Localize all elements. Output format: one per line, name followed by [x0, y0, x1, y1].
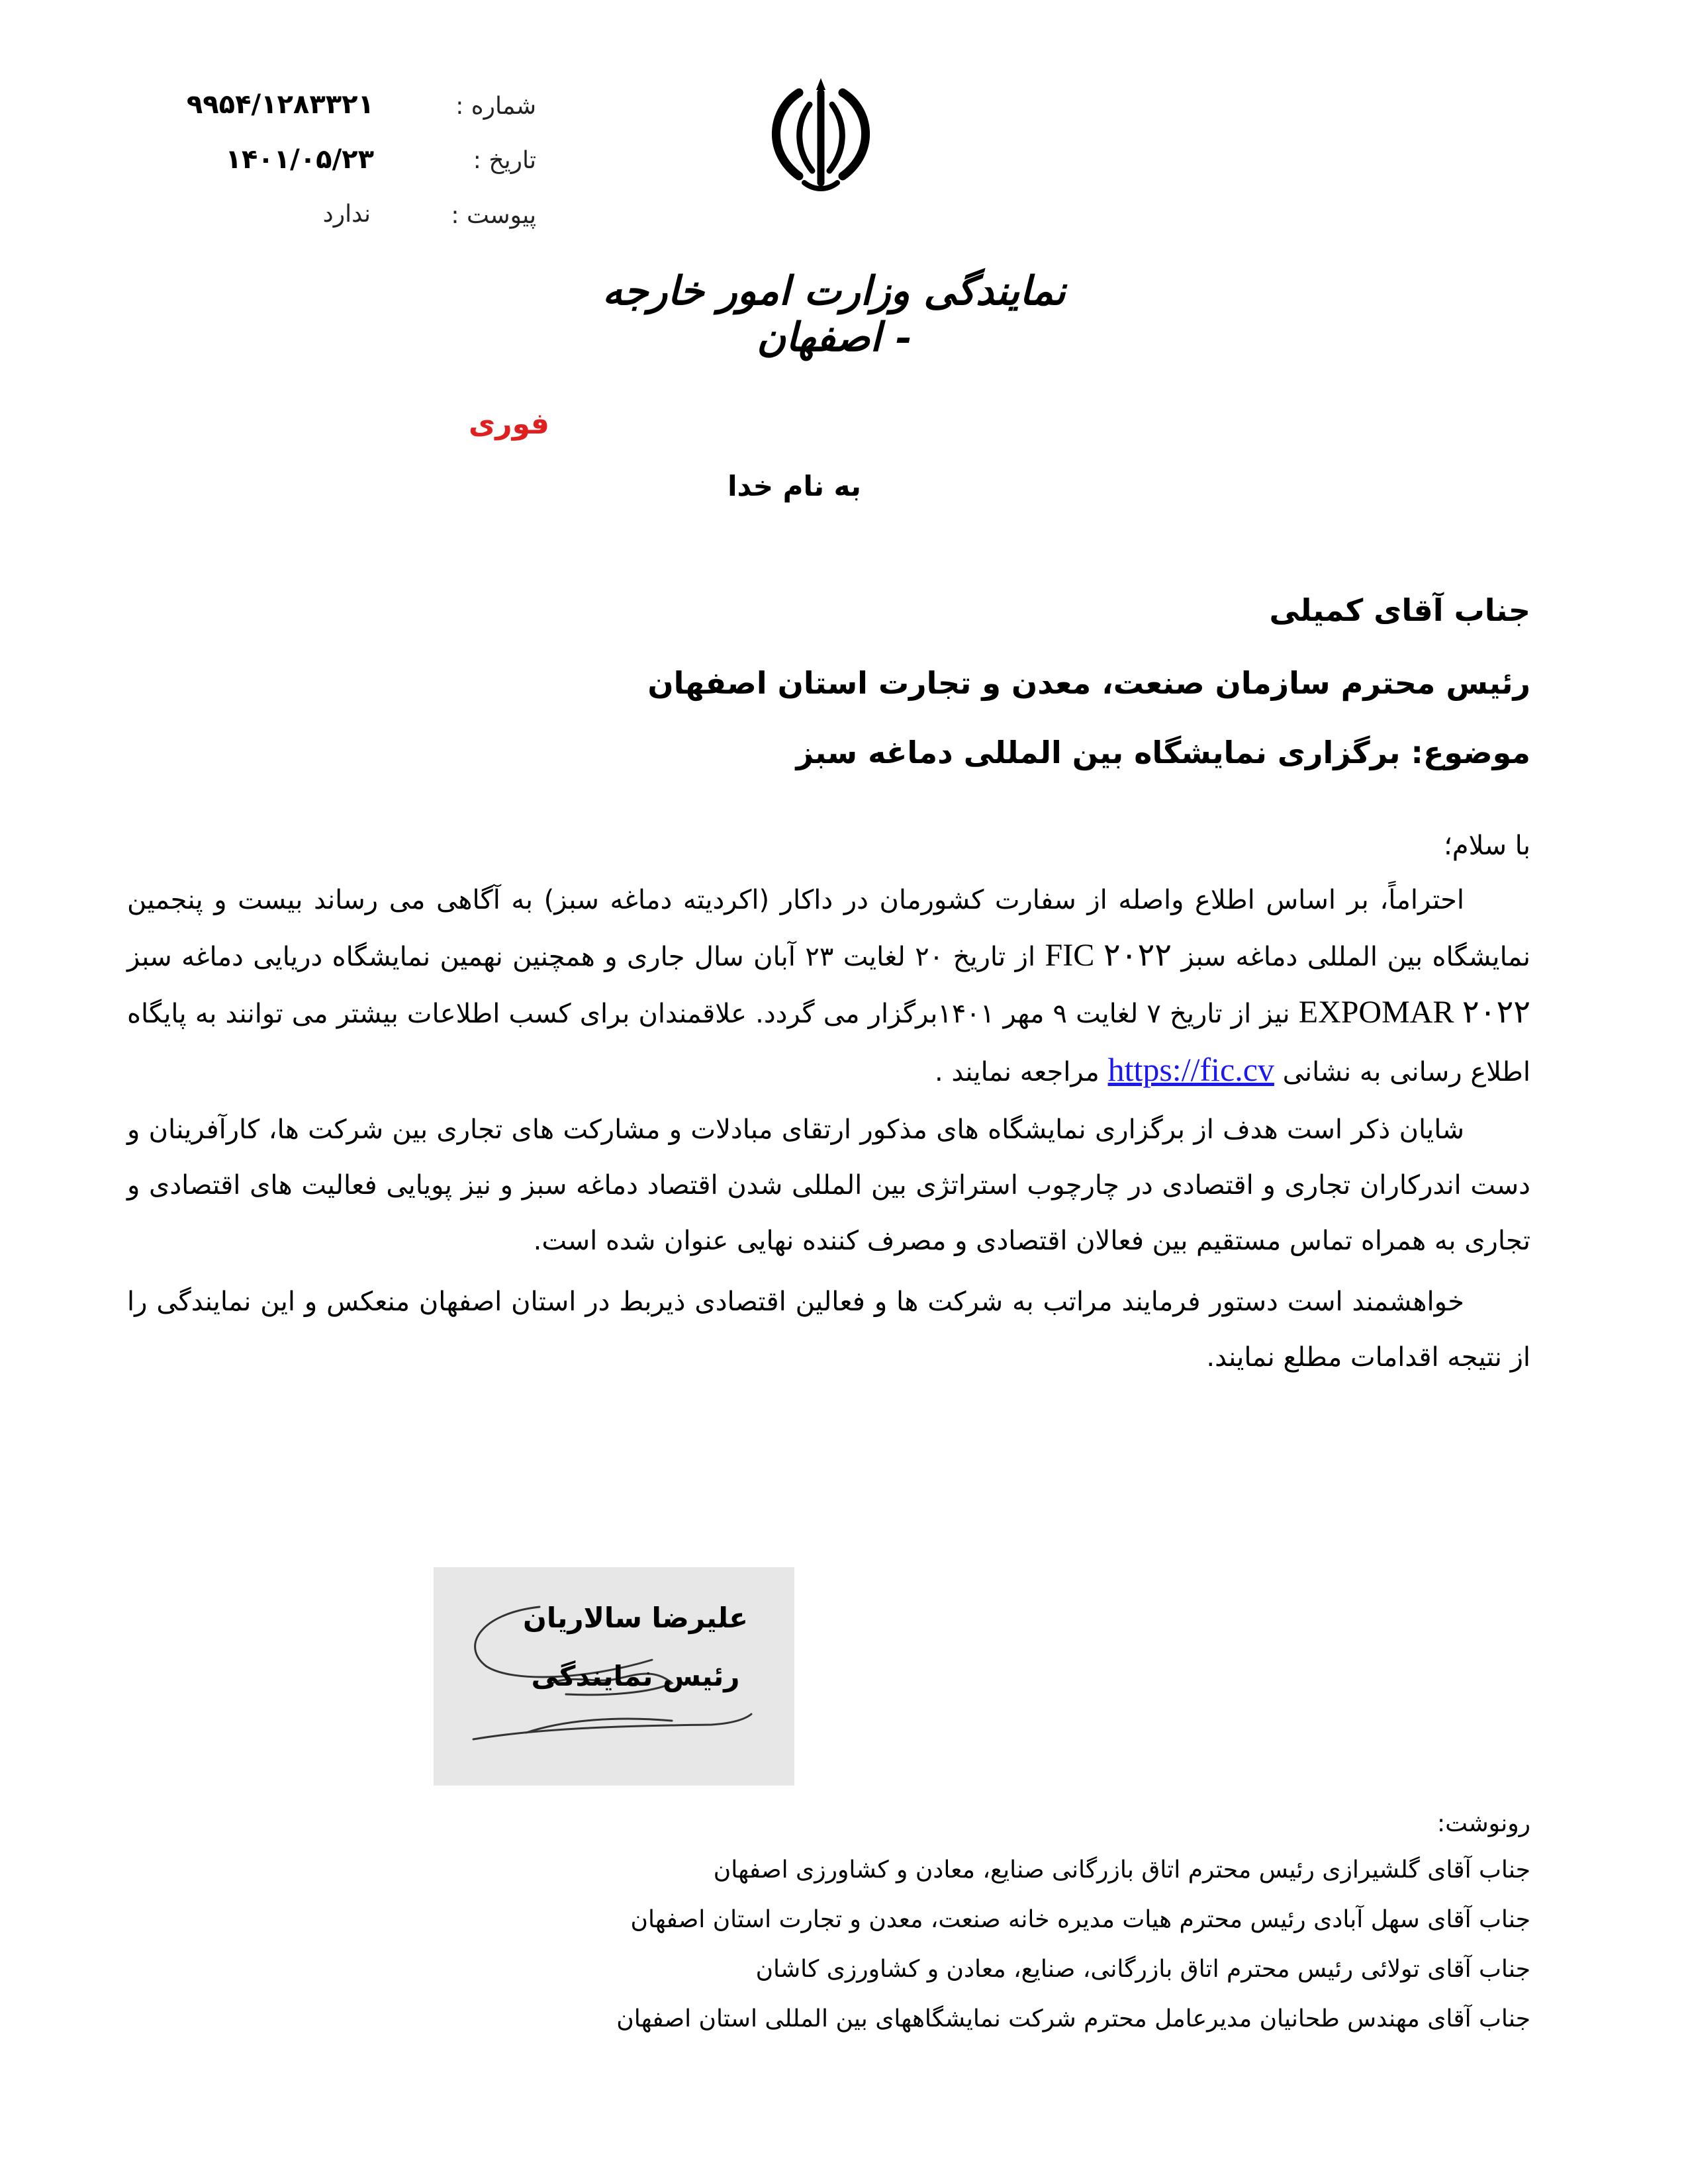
- signatory-title: رئیس نمایندگی: [531, 1660, 740, 1692]
- iran-emblem-icon: [758, 78, 884, 194]
- basmala: به نام خدا: [727, 470, 861, 502]
- letter-subject: موضوع: برگزاری نمایشگاه بین المللی دماغه سبز: [796, 735, 1530, 770]
- expomar-event-name: EXPOMAR ۲۰۲۲: [1298, 995, 1531, 1030]
- date-label: تاریخ :: [473, 147, 536, 174]
- paragraph-1-text-d: مراجعه نمایند .: [934, 1057, 1108, 1087]
- paragraph-1: [127, 872, 1530, 1100]
- attachment-label: پیوست :: [451, 202, 536, 229]
- urgency-label: فوری: [468, 407, 549, 441]
- cc-item: جناب آقای سهل آبادی رئیس محترم هیات مدیره خانه صنعت، معدن و تجارت استان اصفهان: [630, 1906, 1530, 1933]
- date-value: ۱۴۰۱/۰۵/۲۳: [225, 144, 374, 175]
- signature-block: [434, 1567, 794, 1786]
- signatory-name: علیرضا سالاریان: [523, 1602, 748, 1634]
- cc-item: جناب آقای گلشیرازی رئیس محترم اتاق بازرگانی صنایع، معادن و کشاورزی اصفهان: [713, 1856, 1530, 1884]
- attachment-value: ندارد: [322, 201, 371, 228]
- paragraph-1-text-c: نیز از تاریخ ۷ لغایت ۹ مهر ۱۴۰۱برگزار می گردد. علاقمندان برای کسب اطلاعات بیشتر می توانند به پایگاه اطلاع رسانی به نشانی: [127, 999, 1530, 1087]
- ministry-title: نمایندگی وزارت امور خارجه - اصفهان: [602, 268, 1066, 361]
- number-value: ۹۹۵۴/۱۲۸۳۳۲۱: [186, 89, 374, 120]
- fic-event-name: FIC ۲۰۲۲: [1045, 938, 1172, 973]
- fic-website-link[interactable]: https://fic.cv: [1107, 1051, 1274, 1088]
- greeting: با سلام؛: [1444, 831, 1530, 861]
- cc-item: جناب آقای مهندس طحانیان مدیرعامل محترم شرکت نمایشگاههای بین المللی استان اصفهان: [616, 2005, 1530, 2032]
- number-label: شماره :: [455, 93, 536, 120]
- paragraph-1-text-a: احتراماً، بر اساس اطلاع واصله از سفارت کشورمان در داکار (اکردیته دماغه سبز) به آگاهی می رساند بیست و پنجمین نمایشگاه بین المللی دماغه سبز: [127, 885, 1531, 972]
- paragraph-1-text-b: از تاریخ ۲۰ لغایت ۲۳ آبان سال جاری و همچنین نهمین نمایشگاه دریایی دماغه سبز: [127, 942, 1045, 972]
- paragraph-2: شایان ذکر است هدف از برگزاری نمایشگاه های مذکور ارتقای مبادلات و مشارکت های تجاری بین شرکت ها، کارآفرینان و دست اندرکاران تجاری و اقتصادی در چارچوب استراتژی بین المللی شدن اقتصاد دماغه سبز و نیز پویایی فعالیت های اقتصادی و تجاری به همراه تماس مستقیم بین فعالان اقتصادی و مصرف کننده نهایی عنوان شده است.: [127, 1115, 1530, 1256]
- addressee-position: رئیس محترم سازمان صنعت، معدن و تجارت استان اصفهان: [647, 665, 1530, 701]
- addressee-name: جناب آقای کمیلی: [1269, 592, 1530, 628]
- cc-label: رونوشت:: [1436, 1810, 1530, 1837]
- cc-item: جناب آقای تولائی رئیس محترم اتاق بازرگانی، صنایع، معادن و کشاورزی کاشان: [755, 1956, 1530, 1983]
- paragraph-3: خواهشمند است دستور فرمایند مراتب به شرکت ها و فعالین اقتصادی ذیربط در استان اصفهان منعکس و این نمایندگی را از نتیجه اقدامات مطلع نمایند.: [127, 1287, 1530, 1373]
